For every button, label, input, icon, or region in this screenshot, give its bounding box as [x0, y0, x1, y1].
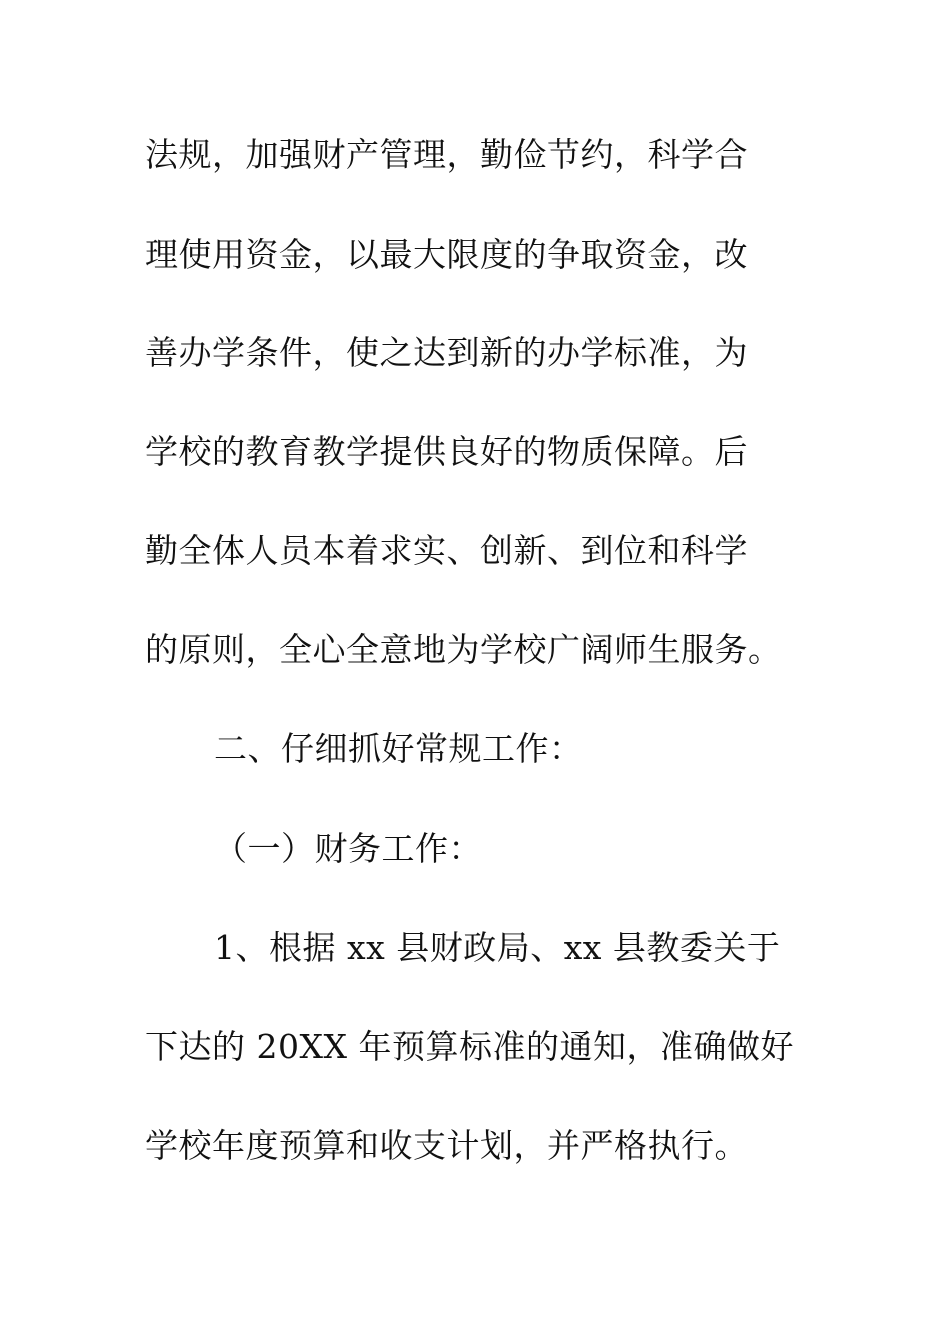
section-heading: 二、仔细抓好常规工作： — [214, 729, 583, 768]
paragraph-line: 法规，加强财产管理，勤俭节约，科学合 — [145, 135, 748, 174]
paragraph-line: 理使用资金，以最大限度的争取资金，改 — [145, 235, 748, 274]
paragraph-line: 善办学条件，使之达到新的办学标准，为 — [145, 333, 748, 372]
paragraph-line: 1、根据 xx 县财政局、xx 县教委关于 — [214, 928, 781, 967]
paragraph-line: 学校的教育教学提供良好的物质保障。后 — [145, 432, 748, 471]
paragraph-line: 学校年度预算和收支计划，并严格执行。 — [145, 1126, 748, 1165]
paragraph-line: 的原则，全心全意地为学校广阔师生服务。 — [145, 630, 782, 669]
paragraph-line: 下达的 20XX 年预算标准的通知，准确做好 — [145, 1027, 794, 1066]
subsection-heading: （一）财务工作： — [214, 829, 482, 868]
paragraph-line: 勤全体人员本着求实、创新、到位和科学 — [145, 531, 748, 570]
